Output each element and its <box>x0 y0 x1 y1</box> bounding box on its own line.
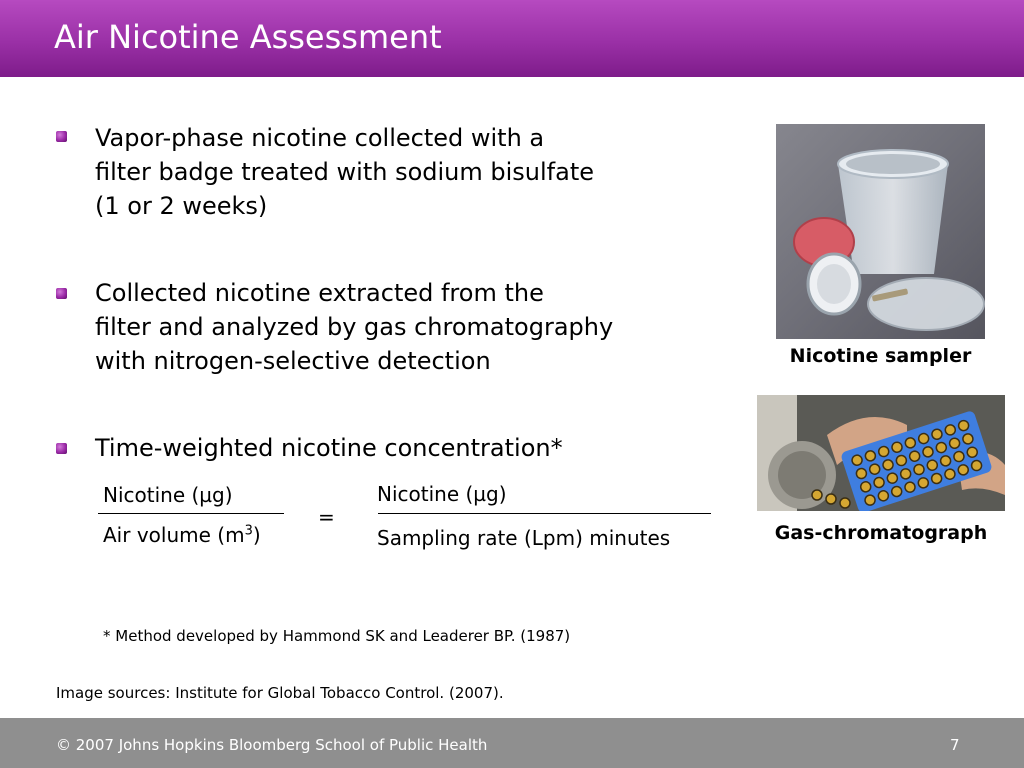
bullet-text <box>95 276 613 378</box>
bullet-marker <box>56 443 67 454</box>
bullet-line: Time-weighted nicotine concentration* <box>95 434 563 462</box>
formula-superscript: 3 <box>244 523 253 539</box>
bullet-line: (1 or 2 weeks) <box>95 192 268 220</box>
bullet-marker <box>56 288 67 299</box>
nicotine-sampler-caption: Nicotine sampler <box>789 345 972 367</box>
gas-chromatograph-image <box>757 395 1005 511</box>
bullet-text <box>95 431 563 465</box>
formula-equals: = <box>318 505 335 529</box>
copyright: © 2007 Johns Hopkins Bloomberg School of Public Health <box>56 736 488 754</box>
bullet-text <box>95 121 594 223</box>
image-source: Image sources: Institute for Global Tobacco Control. (2007). <box>56 684 504 702</box>
formula-right-numerator: Nicotine (µg) <box>377 482 507 506</box>
title-bar <box>0 0 1024 77</box>
nicotine-sampler-image <box>776 124 985 339</box>
page-number: 7 <box>950 736 960 754</box>
gas-chromatograph-caption: Gas-chromatograph <box>774 522 988 544</box>
footnote: * Method developed by Hammond SK and Leaderer BP. (1987) <box>103 627 571 645</box>
bullet-line: filter badge treated with sodium bisulfate <box>95 158 594 186</box>
bullet-line: Collected nicotine extracted from the <box>95 279 544 307</box>
formula-right-fraction-line <box>378 513 711 514</box>
slide-title: Air Nicotine Assessment <box>54 18 442 56</box>
bullet-line: with nitrogen-selective detection <box>95 347 491 375</box>
formula-left-denominator-close: ) <box>252 523 261 547</box>
nicotine-sampler-illustration <box>776 124 985 339</box>
bullet-line: filter and analyzed by gas chromatography <box>95 313 614 341</box>
formula-right-denominator: Sampling rate (Lpm) minutes <box>377 526 671 550</box>
formula-left-denominator-text: Air volume (m <box>103 523 245 547</box>
formula-left-numerator: Nicotine (µg) <box>103 483 233 507</box>
bullet-marker <box>56 131 67 142</box>
formula-left-fraction-line <box>98 513 284 514</box>
gas-chromatograph-illustration <box>757 395 1005 511</box>
bullet-line: Vapor-phase nicotine collected with a <box>95 124 545 152</box>
formula-left-denominator <box>103 523 261 547</box>
